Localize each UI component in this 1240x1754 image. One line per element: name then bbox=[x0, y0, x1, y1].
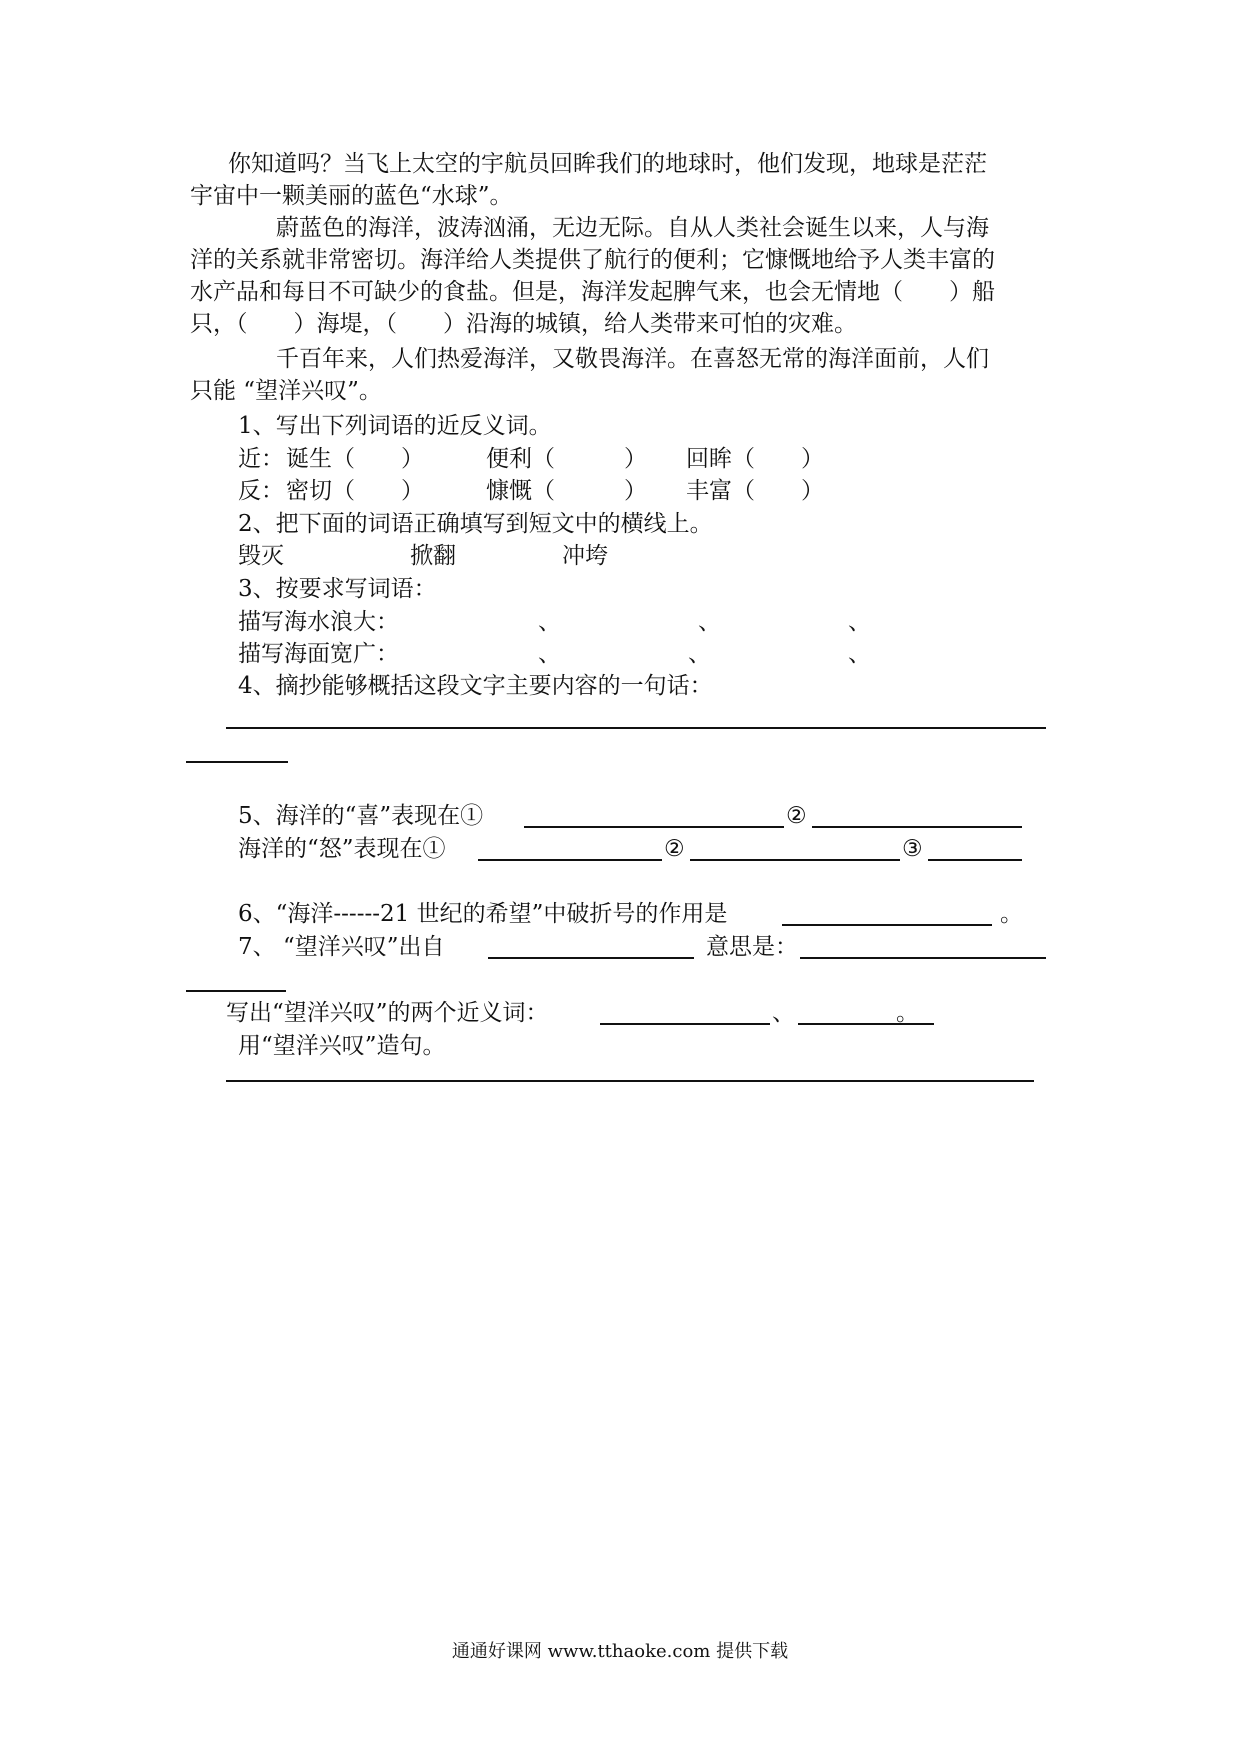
q3-row2-sep3: 、 bbox=[848, 641, 871, 667]
q7-synonyms-prefix: 写出“望洋兴叹”的两个近义词： bbox=[226, 1000, 549, 1026]
q2-title: 2、把下面的词语正确填写到短文中的横线上。 bbox=[238, 511, 713, 537]
q3-row1-sep1: 、 bbox=[538, 609, 561, 635]
q4-answer-line-2[interactable] bbox=[186, 761, 288, 763]
q7-synonym-sep: 、 bbox=[772, 1000, 795, 1026]
q7-meaning-label: 意思是： bbox=[706, 934, 798, 960]
q5-anger-blank-1[interactable] bbox=[478, 859, 662, 861]
q7-meaning-blank-1[interactable] bbox=[800, 957, 1046, 959]
q1-anti-label: 反： bbox=[238, 478, 284, 504]
q7-meaning-blank-2[interactable] bbox=[186, 990, 286, 992]
q5-anger-circle-3: ③ bbox=[902, 836, 923, 862]
q5-line1-prefix: 5、海洋的“喜”表现在① bbox=[238, 803, 484, 829]
q5-joy-blank-1[interactable] bbox=[524, 826, 784, 828]
q3-title: 3、按要求写词语： bbox=[238, 576, 437, 602]
q1-near-2: 便利（ ） bbox=[486, 446, 647, 472]
passage-p2-line3: 水产品和每日不可缺少的食盐。但是，海洋发起脾气来，也会无情地（ ）船 bbox=[190, 279, 995, 305]
q5-circle-2: ② bbox=[786, 803, 807, 829]
passage-p2-line1: 蔚蓝色的海洋，波涛汹涌，无边无际。自从人类社会诞生以来，人与海 bbox=[276, 215, 989, 241]
q4-answer-line-1[interactable] bbox=[226, 727, 1046, 729]
q6-prefix: 6、“海洋------21 世纪的希望”中破折号的作用是 bbox=[238, 901, 728, 927]
q4-title: 4、摘抄能够概括这段文字主要内容的一句话： bbox=[238, 673, 713, 699]
q3-row1-sep3: 、 bbox=[848, 609, 871, 635]
passage-p1-line2: 宇宙中一颗美丽的蓝色“水球”。 bbox=[190, 183, 513, 209]
q1-anti-2: 慷慨（ ） bbox=[486, 478, 647, 504]
q1-near-3: 回眸（ ） bbox=[686, 446, 824, 472]
q7-sentence-instruction: 用“望洋兴叹”造句。 bbox=[238, 1033, 446, 1059]
q6-suffix: 。 bbox=[1000, 901, 1023, 927]
passage-p1-line1: 你知道吗？当飞上太空的宇航员回眸我们的地球时，他们发现，地球是茫茫 bbox=[228, 151, 987, 177]
q7-prefix: 7、 “望洋兴叹”出自 bbox=[238, 934, 445, 960]
q1-title: 1、写出下列词语的近反义词。 bbox=[238, 413, 552, 439]
q5-anger-circle-2: ② bbox=[664, 836, 685, 862]
q1-anti-1: 密切（ ） bbox=[286, 478, 424, 504]
page-footer: 通通好课网 www.tthaoke.com 提供下载 bbox=[451, 1641, 789, 1662]
q3-row2-sep2: 、 bbox=[688, 641, 711, 667]
q6-blank[interactable] bbox=[782, 924, 992, 926]
q1-near-label: 近： bbox=[238, 446, 284, 472]
q3-row2-sep1: 、 bbox=[538, 641, 561, 667]
q2-word-3: 冲垮 bbox=[562, 543, 608, 569]
passage-p2-line4: 只，（ ）海堤，（ ）沿海的城镇，给人类带来可怕的灾难。 bbox=[190, 311, 857, 337]
q5-anger-blank-3[interactable] bbox=[928, 859, 1022, 861]
q7-sentence-blank[interactable] bbox=[226, 1080, 1034, 1082]
q7-synonym-end: 。 bbox=[896, 1000, 919, 1026]
q1-anti-3: 丰富（ ） bbox=[686, 478, 824, 504]
q5-anger-blank-2[interactable] bbox=[690, 859, 900, 861]
passage-p3-line2: 只能 “望洋兴叹”。 bbox=[190, 378, 382, 404]
q2-word-1: 毁灭 bbox=[238, 543, 284, 569]
q3-row2-label: 描写海面宽广： bbox=[238, 641, 399, 667]
q7-synonym-blank-1[interactable] bbox=[600, 1023, 770, 1025]
q5-joy-blank-2[interactable] bbox=[812, 826, 1022, 828]
q2-word-2: 掀翻 bbox=[410, 543, 456, 569]
q3-row1-label: 描写海水浪大： bbox=[238, 609, 399, 635]
passage-p2-line2: 洋的关系就非常密切。海洋给人类提供了航行的便利；它慷慨地给予人类丰富的 bbox=[190, 247, 995, 273]
q7-source-blank[interactable] bbox=[488, 957, 694, 959]
q5-line2-prefix: 海洋的“怒”表现在① bbox=[238, 836, 446, 862]
passage-p3-line1: 千百年来，人们热爱海洋，又敬畏海洋。在喜怒无常的海洋面前，人们 bbox=[276, 346, 989, 372]
q1-near-1: 诞生（ ） bbox=[286, 446, 424, 472]
q3-row1-sep2: 、 bbox=[698, 609, 721, 635]
